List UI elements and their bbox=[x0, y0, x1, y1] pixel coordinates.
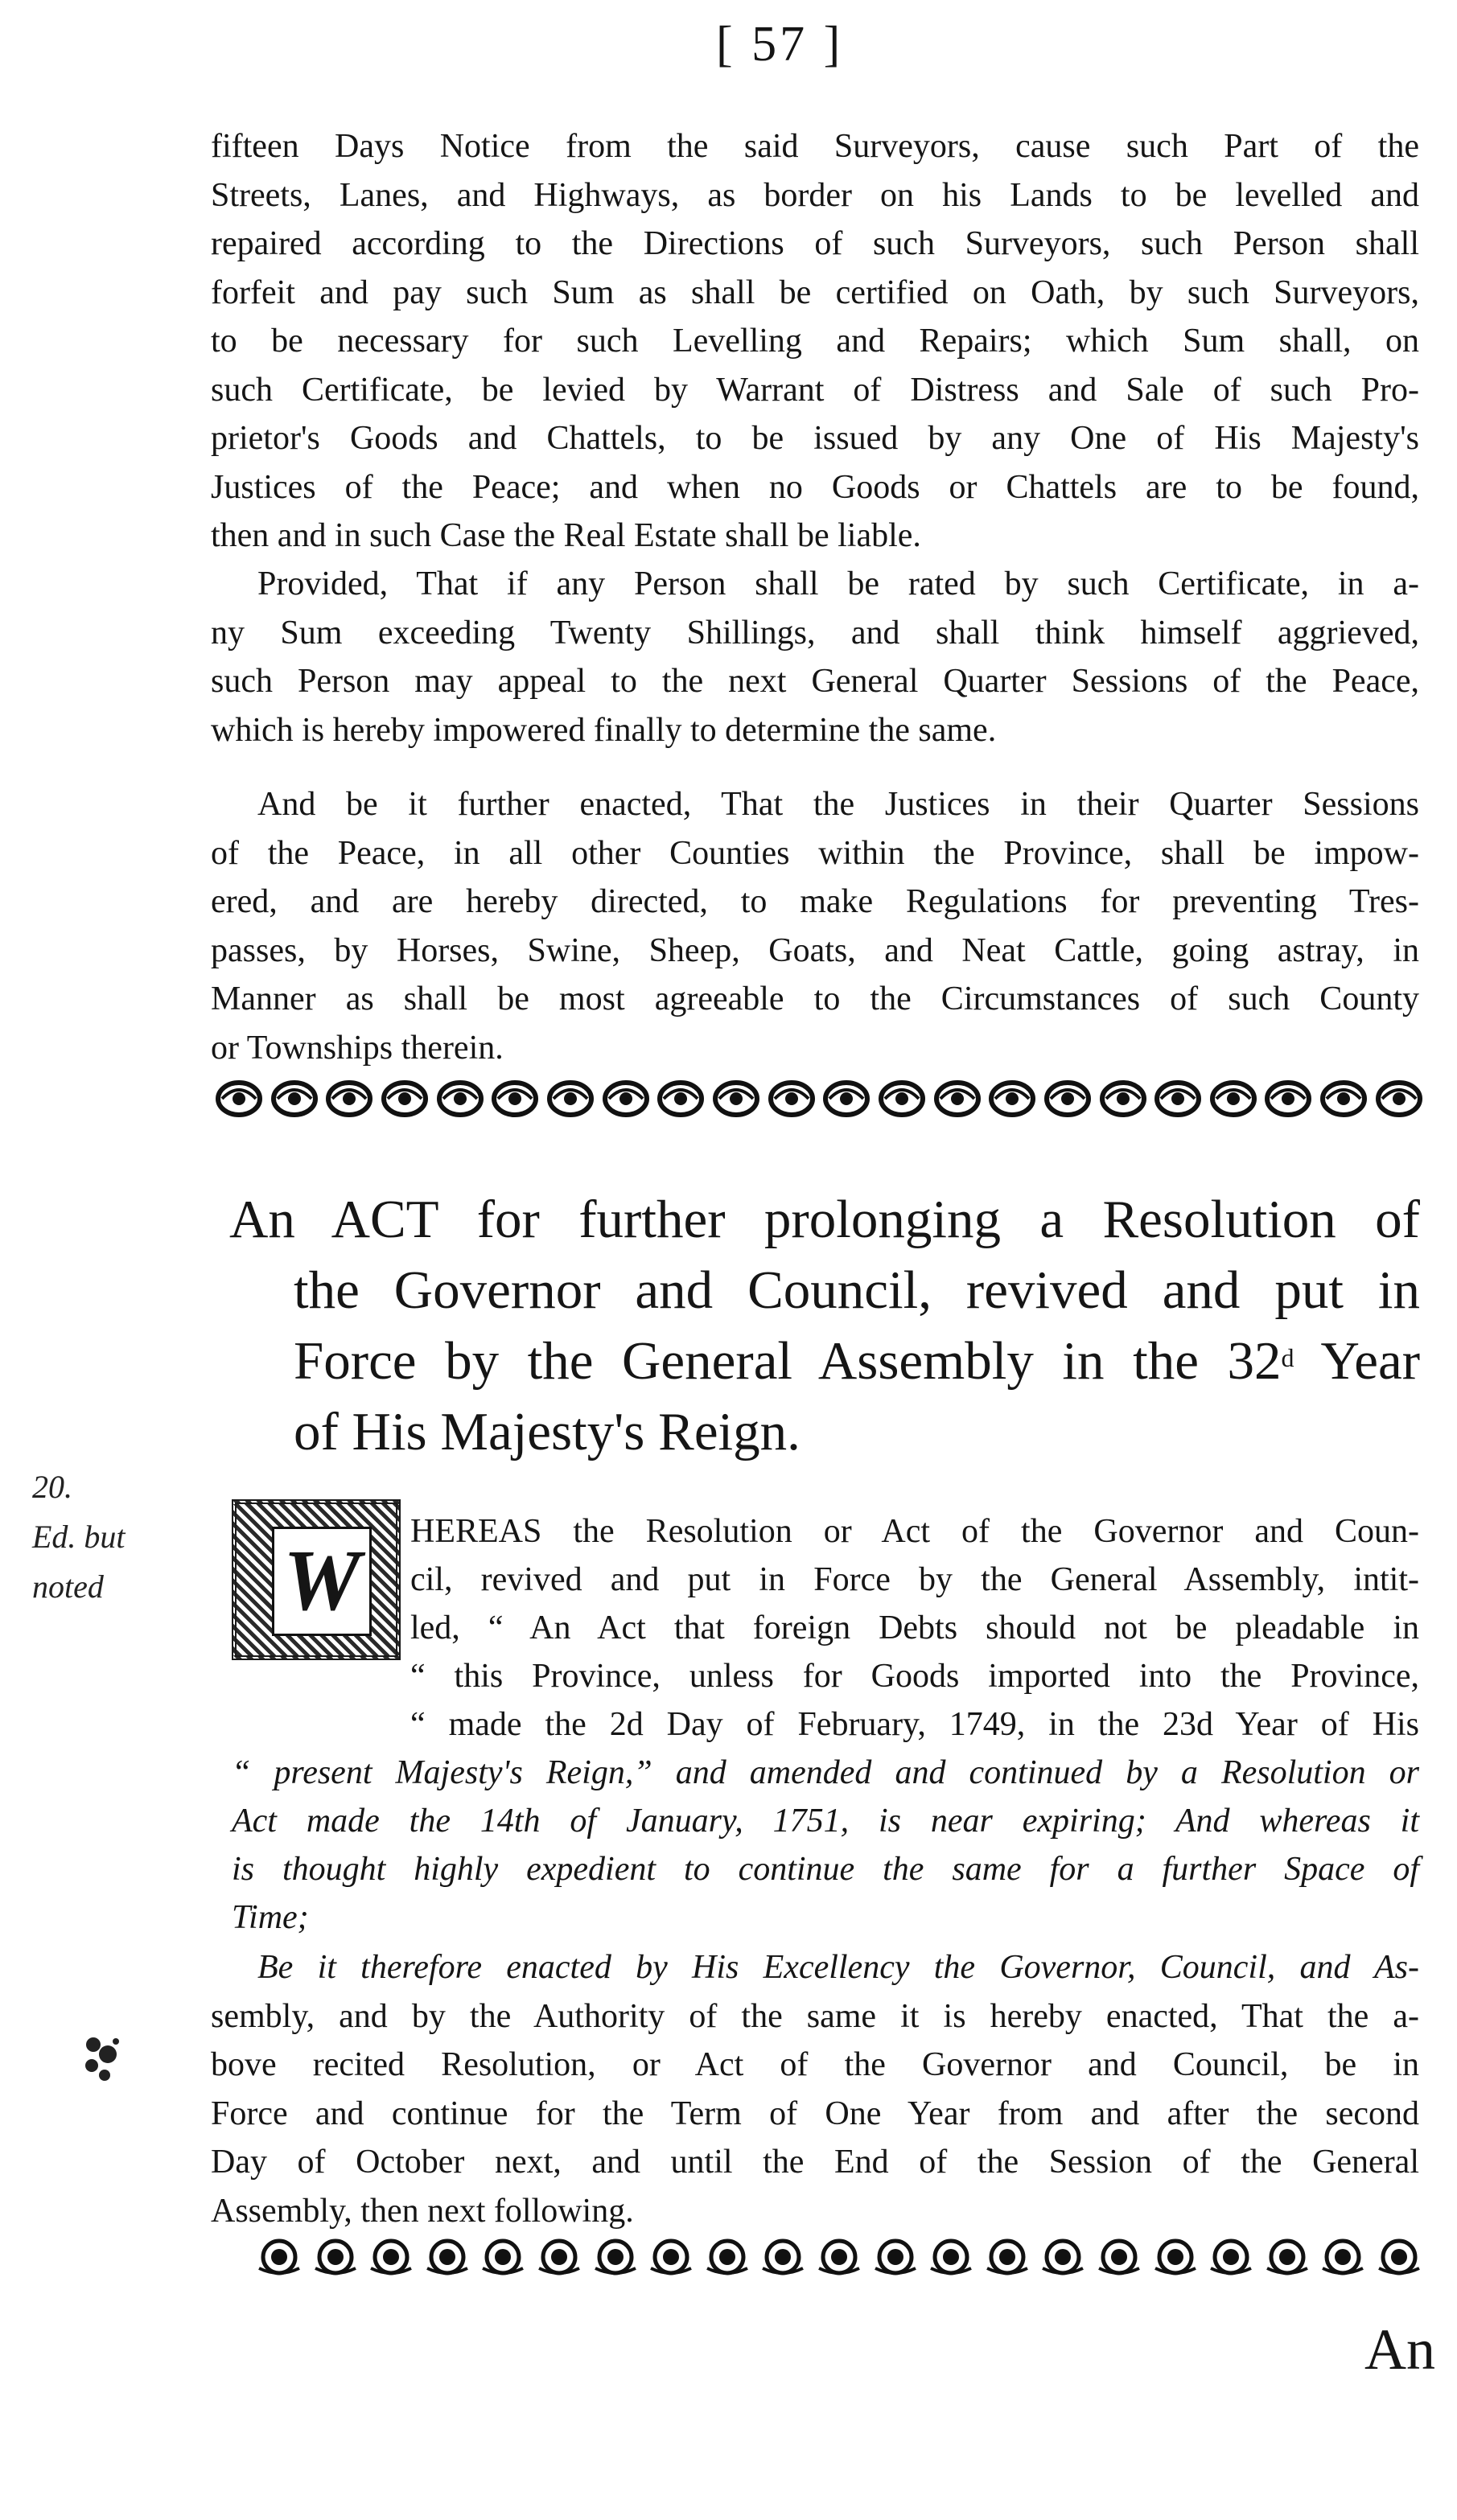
text-line: forfeit and pay such Sum as shall be certified on Oath, by such Surveyors, bbox=[211, 273, 1419, 311]
whereas-paragraph bbox=[232, 1507, 1419, 1942]
ornament-fleuron bbox=[1154, 1078, 1201, 1120]
title-line: Force by the General Assembly in the 32$^d$ Year bbox=[294, 1331, 1421, 1391]
page-number: [ 57 ] bbox=[716, 17, 844, 72]
text-line: such Person may appeal to the next General Quarter Sessions of the Peace, bbox=[211, 663, 1419, 700]
act-title bbox=[229, 1184, 1420, 1467]
text-line: or Townships therein. bbox=[211, 1029, 504, 1067]
ornament-fleuron bbox=[648, 2236, 694, 2278]
text-line: Day of October next, and until the End of the Session of the General bbox=[211, 2144, 1419, 2181]
ornament-fleuron bbox=[536, 2236, 582, 2278]
ornamental-rule-top bbox=[216, 1076, 1422, 1121]
text-line: fifteen Days Notice from the said Surveyors, cause such Part of the bbox=[211, 128, 1419, 165]
ornament-fleuron bbox=[989, 1078, 1035, 1120]
ornament-fleuron bbox=[312, 2236, 359, 2278]
text-line: led, “ An Act that foreign Debts should not be pleadable in bbox=[410, 1609, 1419, 1646]
ornament-fleuron bbox=[1208, 2236, 1254, 2278]
ornament-fleuron bbox=[823, 1078, 870, 1120]
ornament-fleuron bbox=[872, 2236, 919, 2278]
ornament-fleuron bbox=[657, 1078, 704, 1120]
ornament-fleuron bbox=[1265, 1078, 1311, 1120]
ornament-fleuron bbox=[1376, 1078, 1422, 1120]
ornament-fleuron bbox=[424, 2236, 471, 2278]
text-line: ered, and are hereby directed, to make Regulations for preventing Tres- bbox=[211, 883, 1419, 920]
text-line: Force and continue for the Term of One Year from and after the second bbox=[211, 2095, 1419, 2132]
ornament-fleuron bbox=[479, 2236, 526, 2278]
ornament-fleuron bbox=[984, 2236, 1031, 2278]
text-line: cil, revived and put in Force by the General Assembly, intit- bbox=[410, 1561, 1419, 1598]
text-line: “ made the 2d Day of February, 1749, in the 23d Year of His bbox=[410, 1706, 1419, 1743]
ornament-fleuron bbox=[603, 1078, 649, 1120]
text-line: ny Sum exceeding Twenty Shillings, and shall think himself aggrieved, bbox=[211, 614, 1419, 652]
text-line: HEREAS the Resolution or Act of the Governor and Coun- bbox=[410, 1513, 1419, 1550]
text-line: prietor's Goods and Chattels, to be issued by any One of His Majesty's bbox=[211, 420, 1419, 457]
ornamental-rule-bottom bbox=[256, 2234, 1422, 2280]
ornament-fleuron bbox=[256, 2236, 303, 2278]
ornament-fleuron bbox=[1320, 1078, 1367, 1120]
text-line: And be it further enacted, That the Justices in their Quarter Sessions bbox=[257, 786, 1419, 823]
text-line: passes, by Horses, Swine, Sheep, Goats, and Neat Cattle, going astray, in bbox=[211, 931, 1419, 969]
enactment-paragraph bbox=[211, 780, 1419, 1072]
text-line: to be necessary for such Levelling and Repairs; which Sum shall, on bbox=[211, 323, 1419, 360]
text-line: such Certificate, be levied by Warrant of Distress and Sale of such Pro- bbox=[211, 371, 1419, 409]
ornament-fleuron bbox=[381, 1078, 428, 1120]
title-line: of His Majesty's Reign. bbox=[294, 1402, 801, 1461]
text-line: of the Peace, in all other Counties within the Province, shall be impow- bbox=[211, 834, 1419, 872]
ornament-fleuron bbox=[1039, 2236, 1086, 2278]
ornament-fleuron bbox=[216, 1078, 262, 1120]
ornament-fleuron bbox=[1376, 2236, 1422, 2278]
text-line: which is hereby impowered finally to determine the same. bbox=[211, 711, 997, 749]
catchword: An bbox=[1364, 2317, 1435, 2382]
text-line: is thought highly expedient to continue the same for a further Space of bbox=[232, 1851, 1419, 1888]
text-line: Act made the 14th of January, 1751, is near expiring; And whereas it bbox=[232, 1803, 1419, 1840]
text-line: repaired according to the Directions of such Surveyors, such Person shall bbox=[211, 225, 1419, 262]
ornament-fleuron bbox=[934, 1078, 981, 1120]
text-line: Provided, That if any Person shall be rated by such Certificate, in a- bbox=[257, 565, 1419, 602]
enacting-paragraph bbox=[211, 1943, 1419, 2235]
ornament-fleuron bbox=[1210, 1078, 1257, 1120]
decorated-initial bbox=[232, 1499, 401, 1660]
text-line: bove recited Resolution, or Act of the Governor and Council, be in bbox=[211, 2046, 1419, 2083]
title-line: the Governor and Council, revived and put in bbox=[294, 1260, 1420, 1320]
proviso-paragraph bbox=[211, 560, 1419, 754]
ornament-fleuron bbox=[1152, 2236, 1199, 2278]
ornament-fleuron bbox=[547, 1078, 594, 1120]
text-line: Manner as shall be most agreeable to the Circumstances of such County bbox=[211, 980, 1419, 1017]
text-line: Time; bbox=[232, 1899, 309, 1936]
ornament-fleuron bbox=[759, 2236, 806, 2278]
text-line: then and in such Case the Real Estate shall be liable. bbox=[211, 517, 921, 554]
initial-letter: W bbox=[272, 1527, 372, 1636]
text-line: Justices of the Peace; and when no Goods or Chattels are to be found, bbox=[211, 468, 1419, 506]
title-line: An ACT for further prolonging a Resolution of bbox=[229, 1190, 1420, 1249]
text-line: “ present Majesty's Reign,” and amended and continued by a Resolution or bbox=[232, 1754, 1419, 1791]
ornament-fleuron bbox=[816, 2236, 862, 2278]
ornament-fleuron bbox=[592, 2236, 639, 2278]
ornament-fleuron bbox=[879, 1078, 925, 1120]
ornament-fleuron bbox=[326, 1078, 372, 1120]
ornament-fleuron bbox=[1096, 2236, 1142, 2278]
ornament-fleuron bbox=[1044, 1078, 1091, 1120]
text-line: Assembly, then next following. bbox=[211, 2192, 634, 2230]
ornament-fleuron bbox=[368, 2236, 414, 2278]
text-line: Streets, Lanes, and Highways, as border on his Lands to be levelled and bbox=[211, 176, 1419, 214]
text-line: sembly, and by the Authority of the same it is hereby enacted, That the a- bbox=[211, 1997, 1419, 2035]
text-line: Be it therefore enacted by His Excellency the Governor, Council, and As- bbox=[257, 1949, 1419, 1986]
ornament-fleuron bbox=[713, 1078, 759, 1120]
ornament-fleuron bbox=[437, 1078, 484, 1120]
ornament-fleuron bbox=[1319, 2236, 1366, 2278]
ornament-fleuron bbox=[704, 2236, 751, 2278]
ornament-fleuron bbox=[768, 1078, 815, 1120]
ornament-fleuron bbox=[928, 2236, 974, 2278]
ink-blot-mark bbox=[77, 2030, 126, 2086]
text-line: “ this Province, unless for Goods imported into the Province, bbox=[410, 1658, 1419, 1695]
ornament-fleuron bbox=[271, 1078, 318, 1120]
ornament-fleuron bbox=[1264, 2236, 1311, 2278]
margin-handwritten-note: 20. Ed. but noted bbox=[32, 1469, 126, 1605]
ornament-fleuron bbox=[1100, 1078, 1146, 1120]
continuation-paragraph bbox=[211, 122, 1419, 561]
ornament-fleuron bbox=[492, 1078, 538, 1120]
